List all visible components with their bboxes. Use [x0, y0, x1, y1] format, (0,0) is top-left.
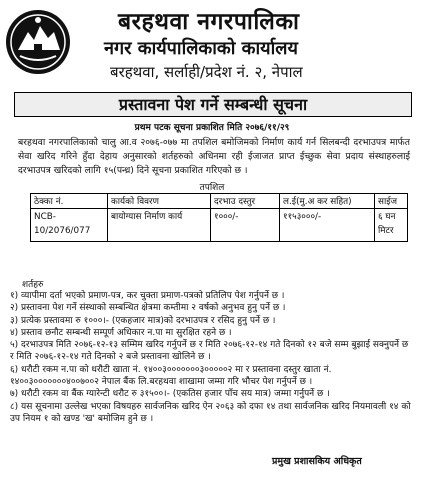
condition-item: ७) धरौटी रकम वा बैंक ग्यारेन्टी धरौट रु ३१५००।- (एकतिस हजार पाँच सय मात्र) जम्मा गर्नुपर्ने छ ।: [10, 389, 330, 400]
condition-item: ४) प्रस्ताव छनौट सम्बन्धी सम्पूर्ण अधिकार न.पा मा सुरक्षित रहने छ ।: [10, 327, 232, 338]
condition-item: ३) प्रत्येक प्रस्तावमा रु १०००।- (एकहजार मात्र)को दरभाउपत्र र रसिद हुनु पर्ने छ ।: [10, 315, 276, 326]
conditions-list: [10, 290, 414, 425]
letterhead: [0, 0, 424, 82]
col-size: साईज: [375, 194, 408, 209]
government-emblem-icon: [4, 8, 72, 76]
table-label: तपशिल: [199, 183, 225, 193]
col-contract-no: ठेक्का नं.: [31, 194, 108, 209]
cell-fee: १०००/-: [211, 209, 280, 242]
office-address: बरहथवा, सर्लाही/प्रदेश नं. २, नेपाल: [110, 63, 303, 81]
publish-date: प्रथम पटक सूचना प्रकाशित मिति २०७६/११/२९: [134, 123, 290, 133]
cell-estimate: ११५३०००/-: [280, 209, 375, 242]
condition-item: ६) धरौटी रकम न.पा को धरौटी खाता नं. १४००३०००००००३०००००२ मा र प्रस्तावना दस्तुर खाता नं. १४००३०००००००४००७००२ नेपाल बैंक लि.बरहथवा शाखामा जम्मा गरि भौचर पेश गर्नुपर्ने छ ।: [10, 364, 332, 388]
condition-item: ८) यस सूचनामा उल्लेख भएका विषयहरु सार्वजनिक खरिद ऐन २०६३ को दफा १४ तथा सार्वजनिक खरिद नियमावली १४ को उप नियम १ को खण्ड 'ख' बमोजिम हुने छ ।: [10, 401, 411, 424]
notice-title: प्रस्तावना पेश गर्ने सम्बन्धी सूचना: [14, 92, 412, 117]
condition-item: १) व्यापीमा दर्ता भएको प्रमाण-पत्र, कर चुक्ता प्रमाण-पत्रको प्रतिलिप पेश गर्नुपर्ने छ ।: [10, 291, 285, 301]
cell-size: ६ घन मिटर: [375, 209, 408, 242]
condition-item: ५) दरभाउपत्र मिति २०७६-१२-१३ सम्मिम खरिद गर्नुपर्ने छ र मिति २०७६-१२-१४ गते दिनको १२ बजे सम्म बुझाई सक्नुपर्ने छ र मिति २०७६-१२-१४ गते दिनको २ बजे प्रस्तावना खोलिने छ ।: [10, 340, 409, 363]
col-estimate: ल.ई(मु.अ कर सहित): [280, 194, 375, 209]
conditions-heading: शर्तहरु: [22, 280, 44, 290]
contract-table: [30, 193, 408, 242]
col-description: कार्यको विवरण: [108, 194, 211, 209]
office-name: नगर कार्यपालिकाको कार्यालय: [104, 38, 298, 59]
table-header-row: [31, 194, 408, 209]
signature-title: प्रमुख प्रशासकिय अधिकृत: [272, 456, 362, 467]
condition-item: २) प्रस्तावना पेश गर्ने संस्थाको सम्बन्धित क्षेत्रमा कम्तीमा २ वर्षको अनुभव हुनु पर्ने छ ।: [10, 303, 286, 314]
cell-contract-no: NCB-10/2076/077: [31, 209, 108, 242]
intro-paragraph: बरहथवा नगरपालिकाको चालु आ.व २०७६-०७७ मा तपशिल बमोजिमको निर्माण कार्य गर्न सिलबन्दी दरभाउपत्र मार्फत सेवा खरिद गरिने हुँदा देहाय अनुसारको शर्तहरुको अधिनमा रही ईजाजत प्राप्त ईच्छुक सेवा प्रदाय संस्थाहरुलाई दरभाउपत्र खरिदको लागि १५(पन्ध्र) दिने सूचना प्रकाशित गरिएको छ ।: [18, 137, 410, 176]
table-row: [31, 209, 408, 242]
cell-description: बायोग्यास निर्माण कार्य: [108, 209, 211, 242]
municipality-name: बरहथवा नगरपालिका: [118, 9, 300, 35]
col-fee: दरभाउ दस्तुर: [211, 194, 280, 209]
